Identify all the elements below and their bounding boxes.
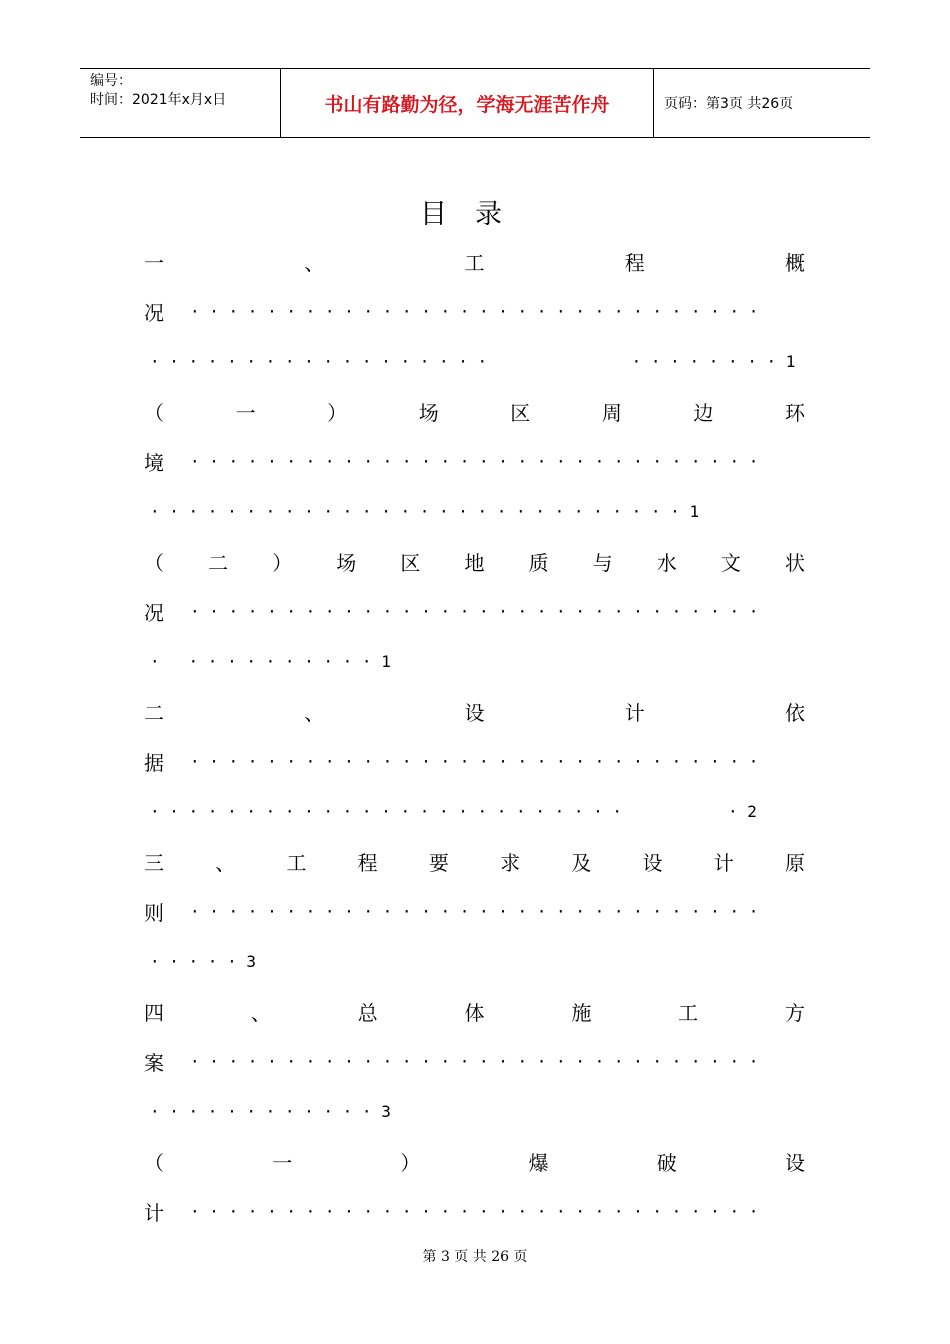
toc-title-char: ） [272, 550, 293, 575]
time-label: 时间：2021年x月x日 [90, 92, 227, 108]
toc-title-char: 设 [464, 700, 485, 725]
code-label: 编号： [90, 73, 132, 89]
toc-title-char: 一 [144, 250, 164, 275]
toc-title-char: 文 [720, 550, 741, 575]
toc-title-char: 、 [215, 850, 236, 875]
header-page-info: 页码：第3页 共26页 [664, 96, 794, 112]
toc-title-char: 要 [428, 850, 449, 875]
toc-title-char: 概 [785, 250, 805, 275]
toc-leader-line [144, 1086, 805, 1136]
toc-title-char: 原 [784, 850, 805, 875]
toc-title-char: 方 [784, 1000, 805, 1025]
toc-title-char: 区 [510, 400, 531, 425]
toc-title-char: 施 [571, 1000, 592, 1025]
toc-title-char: 环 [784, 400, 805, 425]
toc-title-last-char: 案 [144, 1050, 164, 1075]
toc-title-char: 区 [400, 550, 421, 575]
page-title: 目录 [420, 199, 530, 230]
toc-title-char: 质 [528, 550, 549, 575]
toc-title-char: 总 [357, 1000, 378, 1025]
toc-leader-dots: · · · · · · · · · · · · · · · · · · · · · · · · · · · · · · [190, 751, 759, 771]
toc-title-char: 工 [286, 850, 307, 875]
toc-title-char: 及 [571, 850, 592, 875]
toc-title-char: 地 [464, 550, 485, 575]
toc-title-char: 设 [784, 1150, 805, 1175]
toc-title-char: 三 [144, 850, 164, 875]
toc-title-last-char: 境 [144, 450, 164, 475]
toc-leader-line [144, 886, 805, 936]
toc-leader-dots: · · · · · · · · · · · · · · · · · · · · · · · · · · · · · · [190, 1051, 759, 1071]
toc-title-char: 设 [642, 850, 663, 875]
page-footer: 第 3 页 共 26 页 [422, 1249, 528, 1265]
toc-title-char: 与 [592, 550, 613, 575]
toc-title-char: 周 [601, 400, 622, 425]
toc-title-char: 一 [235, 400, 256, 425]
toc-title-char: 工 [678, 1000, 699, 1025]
toc-title-char: （ [144, 1150, 164, 1175]
toc-leader-line [144, 336, 805, 386]
toc-leader-line [144, 786, 805, 836]
toc-leader-dots: · · · · · · · · · · · · · · · · · · · · · · · · · · · · · · [190, 901, 759, 921]
toc-entry-title [144, 986, 805, 1036]
toc-title-char: 破 [656, 1150, 677, 1175]
toc-leader-line [144, 936, 805, 986]
toc-title-char: 场 [336, 550, 357, 575]
toc-leader-line [144, 1036, 805, 1086]
toc-title-char: 依 [785, 700, 805, 725]
toc-leader-dots: · · · · · · · · · · · · · · · · · · · · · · · · · · · · · · [190, 451, 759, 471]
toc-title-char: 程 [357, 850, 378, 875]
toc-page-number-line: · · · · · 3 [150, 951, 256, 971]
table-of-contents [144, 236, 805, 1236]
toc-title-char: 、 [250, 1000, 271, 1025]
toc-title-char: ） [400, 1150, 421, 1175]
toc-title-char: 水 [656, 550, 677, 575]
header-divider [653, 69, 654, 137]
toc-title-char: 计 [713, 850, 734, 875]
toc-page-number-line: · · · · · · · · · · · · · · · · · · · · · · · · · · 2 [150, 801, 757, 821]
toc-title-char: ） [327, 400, 348, 425]
toc-leader-line [144, 1186, 805, 1236]
toc-page-number-line: · · · · · · · · · · · · 3 [150, 1101, 391, 1121]
toc-title-last-char: 计 [144, 1200, 164, 1225]
toc-title-char: 场 [418, 400, 439, 425]
toc-title-char: 四 [144, 1000, 164, 1025]
header-left-cell [90, 72, 226, 110]
toc-leader-dots: · · · · · · · · · · · · · · · · · · · · · · · · · · · · · · [190, 601, 759, 621]
toc-title-char: 求 [500, 850, 521, 875]
toc-title-char: （ [144, 400, 164, 425]
toc-leader-line [144, 736, 805, 786]
toc-title-char: 体 [464, 1000, 485, 1025]
toc-title-char: 、 [304, 700, 325, 725]
toc-title-last-char: 则 [144, 900, 164, 925]
toc-title-last-char: 据 [144, 750, 164, 775]
toc-leader-line [144, 486, 805, 536]
toc-leader-line [144, 436, 805, 486]
toc-title-char: 二 [208, 550, 229, 575]
toc-title-char: 计 [624, 700, 645, 725]
toc-title-char: 工 [464, 250, 485, 275]
toc-title-char: 状 [784, 550, 805, 575]
header-table [80, 68, 870, 138]
toc-page-number-line: · · · · · · · · · · · 1 [150, 651, 391, 671]
toc-leader-dots: · · · · · · · · · · · · · · · · · · · · · · · · · · · · · · [190, 301, 759, 321]
toc-entry-title [144, 236, 805, 286]
toc-leader-line [144, 636, 805, 686]
toc-title-char: 爆 [528, 1150, 549, 1175]
toc-title-char: 边 [693, 400, 714, 425]
toc-leader-dots: · · · · · · · · · · · · · · · · · · · · · · · · · · · · · · [190, 1201, 759, 1221]
toc-title-char: 一 [272, 1150, 293, 1175]
toc-title-last-char: 况 [144, 600, 164, 625]
toc-leader-line [144, 586, 805, 636]
toc-entry-title [144, 836, 805, 886]
toc-title-char: 二 [144, 700, 164, 725]
toc-entry-title [144, 686, 805, 736]
toc-entry-title [144, 1136, 805, 1186]
toc-title-char: 程 [624, 250, 645, 275]
toc-leader-line [144, 286, 805, 336]
toc-title-char: （ [144, 550, 164, 575]
header-motto: 书山有路勤为径，学海无涯苦作舟 [324, 93, 610, 116]
toc-title-char: 、 [304, 250, 325, 275]
toc-page-number-line: · · · · · · · · · · · · · · · · · · · · · · · · · · · · 1 [150, 501, 700, 521]
toc-entry-title [144, 536, 805, 586]
toc-page-number-line: · · · · · · · · · · · · · · · · · · · · · · · · · · 1 [150, 351, 796, 371]
toc-title-last-char: 况 [144, 300, 164, 325]
toc-entry-title [144, 386, 805, 436]
